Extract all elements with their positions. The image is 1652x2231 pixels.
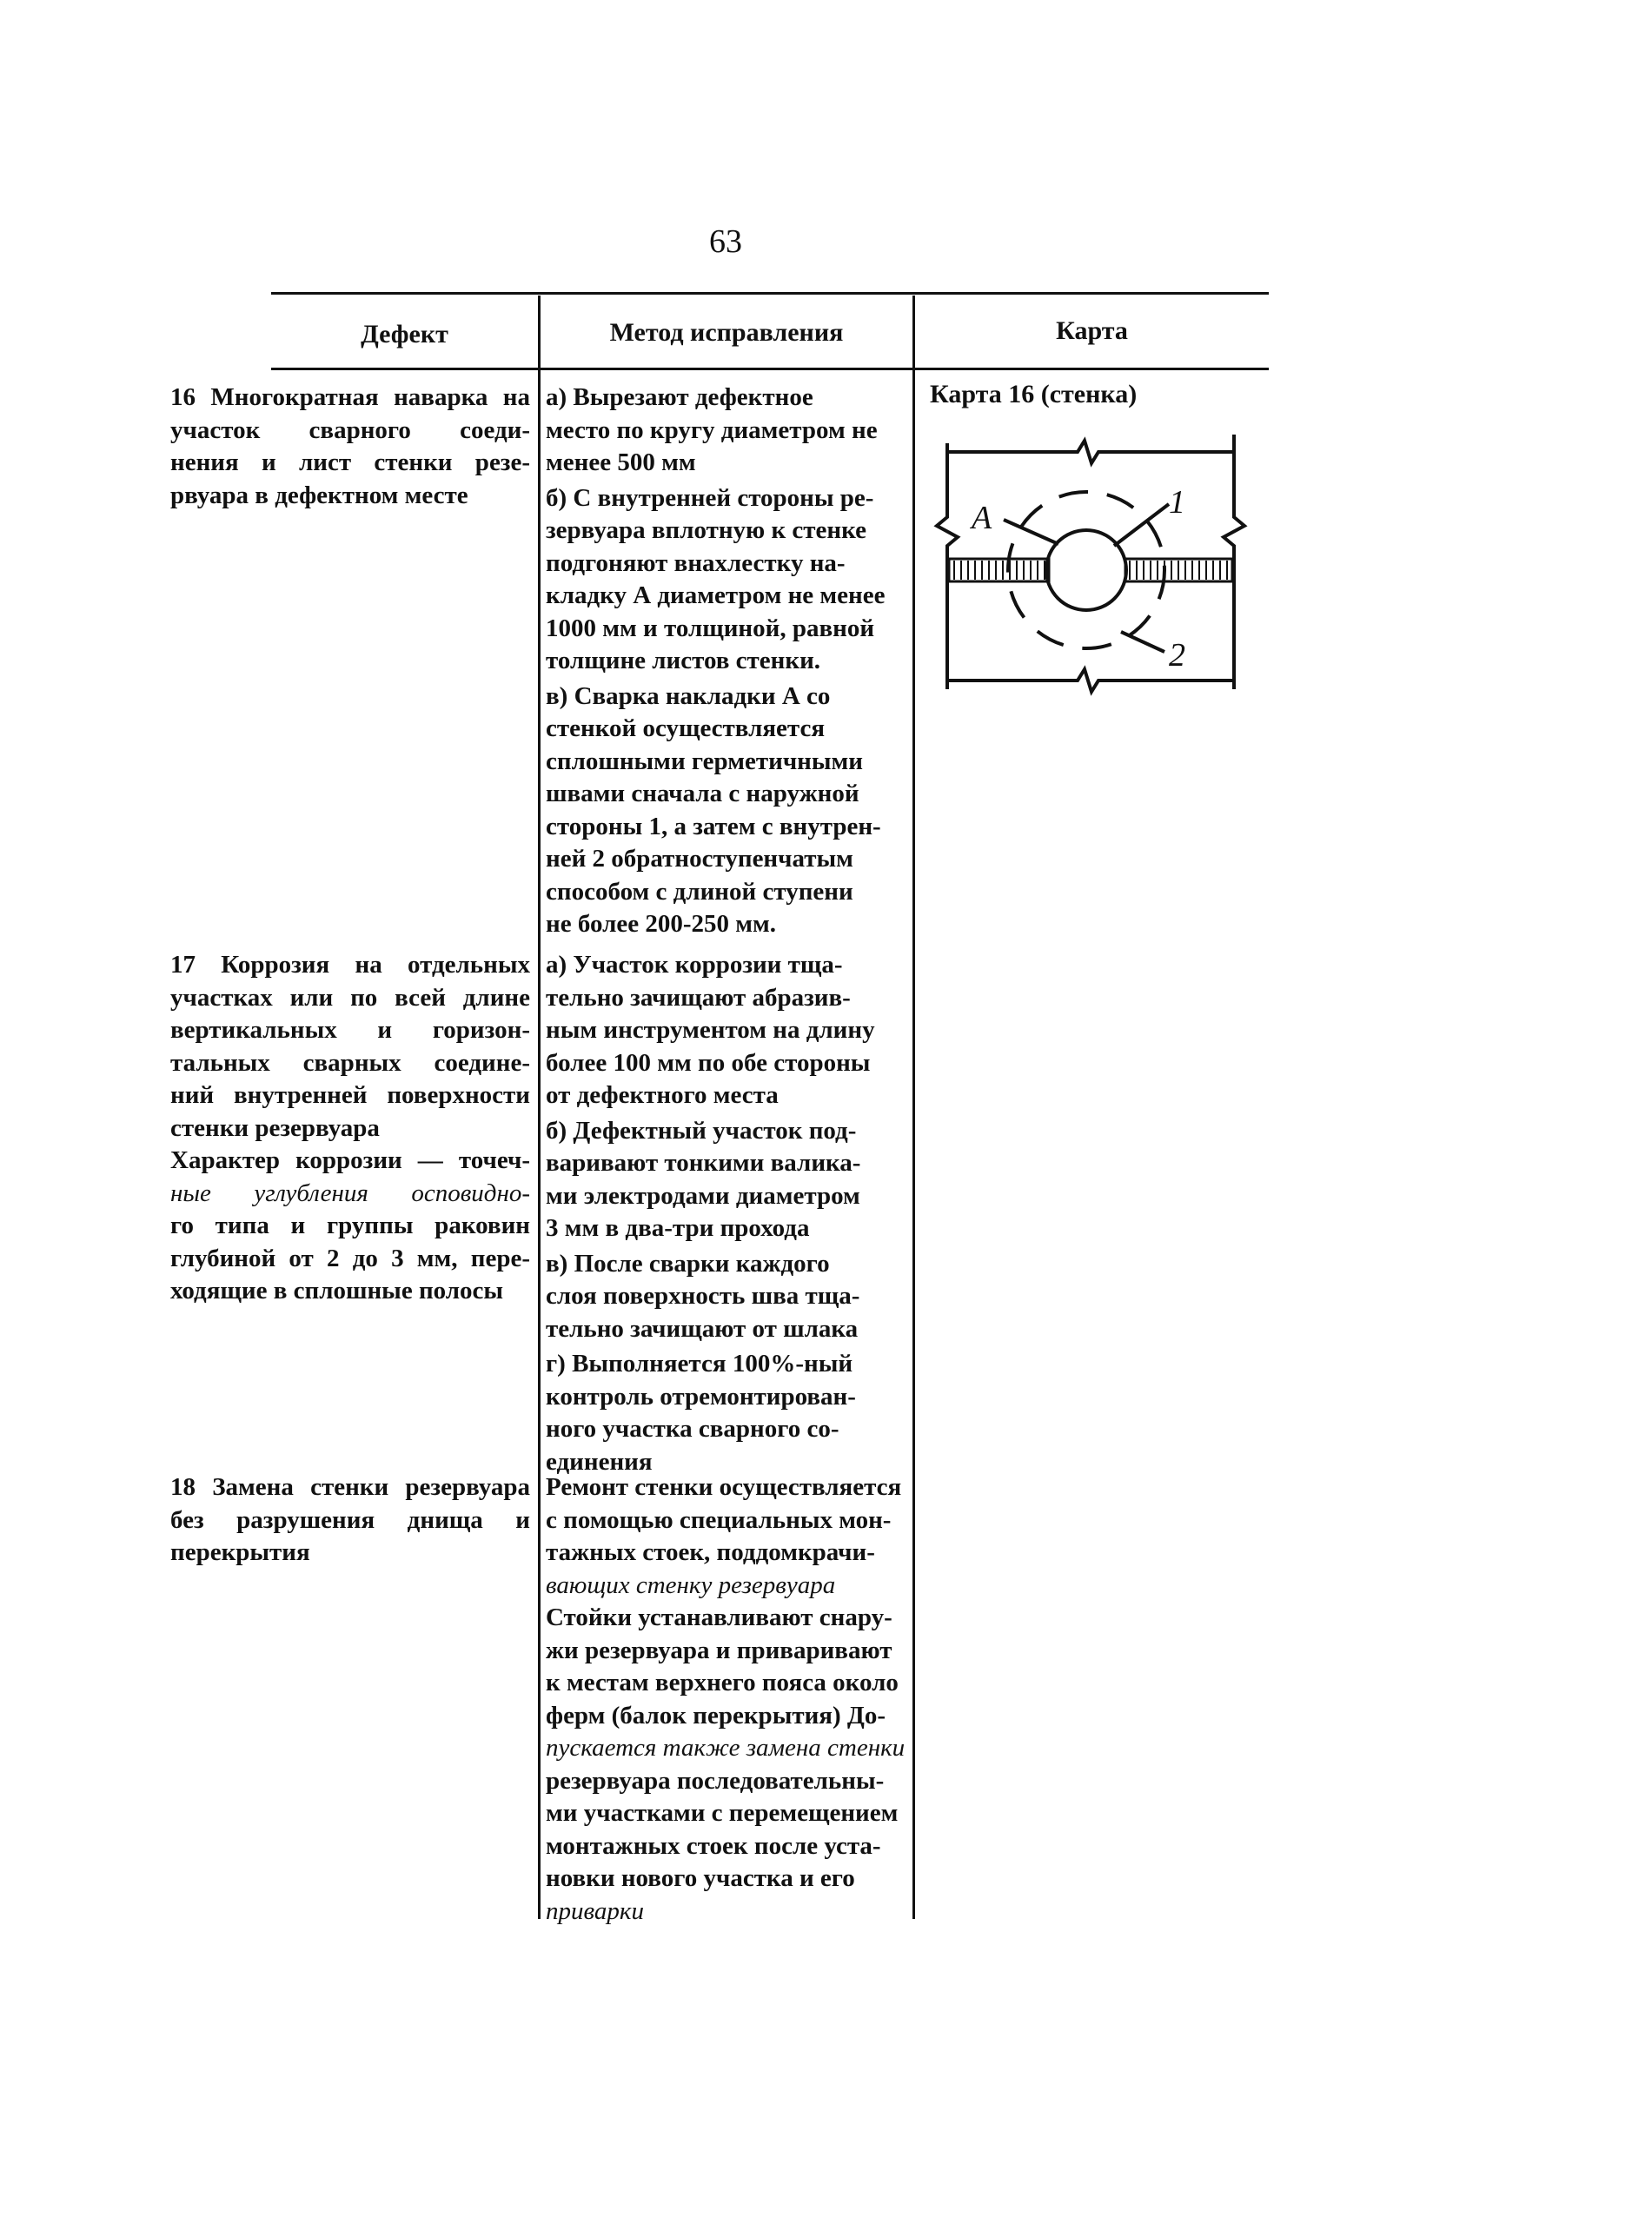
label-a: А <box>972 500 992 536</box>
method-18-line-7: к местам верхнего пояса около <box>546 1669 899 1696</box>
header-map: Карта <box>1056 316 1128 345</box>
defect-17-note-5: ходящие в сплошные полосы <box>170 1277 504 1305</box>
defect-17-line-3: вертикальных и горизон- <box>170 1016 530 1044</box>
defect-17-line-6: стенки резервуара <box>170 1113 380 1142</box>
method-16-b-5: 1000 мм и толщиной, равной <box>546 614 875 642</box>
method-16-v-6: ней 2 обратноступенчатым <box>546 845 853 873</box>
defect-17-line-1: 17 Коррозия на отдельных <box>170 951 530 979</box>
header-method: Метод исправления <box>609 318 844 347</box>
method-18-text <box>546 1471 909 1928</box>
weld-seam-left <box>949 559 1049 581</box>
weld-hatching-left <box>954 561 1045 580</box>
top-edge-line <box>947 441 1234 463</box>
defect-16-line-2: нения и лист стенки резе- <box>170 448 530 476</box>
defect-16-line-3: рвуара в дефектном месте <box>170 481 468 509</box>
defect-17-line-4: тальных сварных соедине- <box>170 1048 530 1077</box>
method-17-a-4: более 100 мм по обе стороны <box>546 1048 871 1077</box>
method-18-line-4: вающих стенку резервуара <box>546 1570 836 1599</box>
method-17-b <box>546 1115 909 1245</box>
method-18-line-12: монтажных стоек после уста- <box>546 1831 881 1860</box>
method-17-a-3: ным инструментом на длину <box>546 1016 875 1044</box>
method-16-v-4: швами сначала с наружной <box>546 780 859 807</box>
method-18-line-2: с помощью специальных мон- <box>546 1505 892 1534</box>
defect-17-note-4: глубиной от 2 до 3 мм, пере- <box>170 1244 530 1272</box>
method-17-b-2: варивают тонкими валика- <box>546 1149 861 1177</box>
method-17-b-1: б) Дефектный участок под- <box>546 1116 857 1145</box>
method-16-v-2: стенкой осуществляется <box>546 714 826 742</box>
method-16-a-3: менее 500 мм <box>546 448 696 476</box>
method-18-line-6: жи резервуара и приваривают <box>546 1636 892 1664</box>
method-16-v-8: не более 200-250 мм. <box>546 910 776 938</box>
method-17-g-1: г) Выполняется 100%-ный <box>546 1350 853 1378</box>
defect-18-line-2: без разрушения днища и <box>170 1505 530 1534</box>
defect-17-note-2: ные углубления оспoвидно- <box>170 1179 530 1207</box>
method-16-b-4: кладку А диаметром не менее <box>546 581 886 609</box>
header-defect: Дефект <box>361 320 448 349</box>
map-16-title: Карта 16 (стенка) <box>930 380 1138 408</box>
method-18-line-10: резервуара последовательны- <box>546 1766 885 1795</box>
method-18-line-1: Ремонт стенки осуществляется <box>546 1473 902 1501</box>
method-16-v-1: в) Сварка накладки А со <box>546 681 831 710</box>
method-17-a-2: тельно зачищают абразив- <box>546 983 851 1012</box>
defect-17-line-2: участках или по всей длине <box>170 983 530 1012</box>
method-18-line-13: новки нового участка и его <box>546 1864 855 1892</box>
method-16-b-2: зервуара вплотную к стенке <box>546 516 866 544</box>
method-18 <box>546 1471 909 1930</box>
page-number: 63 <box>709 223 742 260</box>
defect-18-line-3: перекрытия <box>170 1538 310 1566</box>
method-17-a <box>546 949 909 1112</box>
method-17-g-2: контроль отремонтирован- <box>546 1382 856 1411</box>
method-16-v-3: сплошными герметичными <box>546 747 863 775</box>
method-17-v-2: слоя поверхность шва тща- <box>546 1282 860 1310</box>
method-18-line-14: приварки <box>546 1896 644 1925</box>
method-17 <box>546 949 909 1481</box>
method-17-g-3: ного участка сварного со- <box>546 1415 839 1443</box>
method-18-line-5: Стойки устанавливают снару- <box>546 1604 892 1631</box>
method-16-v-5: стороны 1, а затем с внутрен- <box>546 812 881 840</box>
leader-a <box>1004 520 1058 544</box>
weld-hatching-right <box>1130 561 1227 580</box>
method-18-line-8: ферм (балок перекрытия) До- <box>546 1701 886 1730</box>
method-18-line-3: тажных стоек, поддомкрачи- <box>546 1538 875 1566</box>
method-18-line-9: пускается также замена стенки <box>546 1734 906 1762</box>
method-16-v-7: способом с длиной ступени <box>546 877 853 906</box>
defect-17-note-3: го типа и группы раковин <box>170 1212 530 1239</box>
method-16-b-3: подгоняют внахлестку на- <box>546 548 846 577</box>
method-17-b-3: ми электродами диаметром <box>546 1181 860 1210</box>
defect-18 <box>170 1471 530 1570</box>
method-16-b-1: б) С внутренней стороны ре- <box>546 483 874 512</box>
defect-17-note-1: Характер коррозии — точеч- <box>170 1146 530 1174</box>
method-17-a-5: от дефектного места <box>546 1081 779 1109</box>
method-17-v-3: тельно зачищают от шлака <box>546 1314 859 1343</box>
defect-18-line-1: 18 Замена стенки резервуара <box>170 1473 530 1501</box>
method-16-a-2: место по кругу диаметром не <box>546 415 878 444</box>
method-17-g <box>546 1348 909 1478</box>
defect-16-line-1: 16 Многократная наварка на участок сварного соеди- <box>170 383 530 444</box>
method-16-a-1: а) Вырезают дефектное <box>546 383 813 411</box>
leader-2 <box>1121 632 1164 652</box>
defect-17 <box>170 949 530 1308</box>
method-17-v-1: в) После сварки каждого <box>546 1249 830 1278</box>
label-2: 2 <box>1169 637 1185 674</box>
label-1: 1 <box>1169 484 1185 521</box>
method-17-g-4: единения <box>546 1447 653 1476</box>
defect-17-line-5: ний внутренней поверхности <box>170 1081 530 1109</box>
method-17-b-4: 3 мм в два-три прохода <box>546 1214 810 1242</box>
method-17-v <box>546 1248 909 1346</box>
bottom-edge-line <box>947 669 1234 692</box>
method-18-line-11: ми участками с перемещением <box>546 1799 899 1827</box>
leader-1 <box>1114 504 1169 546</box>
method-16-b-6: толщине листов стенки. <box>546 647 821 674</box>
method-17-a-1: а) Участок коррозии тща- <box>546 951 843 979</box>
